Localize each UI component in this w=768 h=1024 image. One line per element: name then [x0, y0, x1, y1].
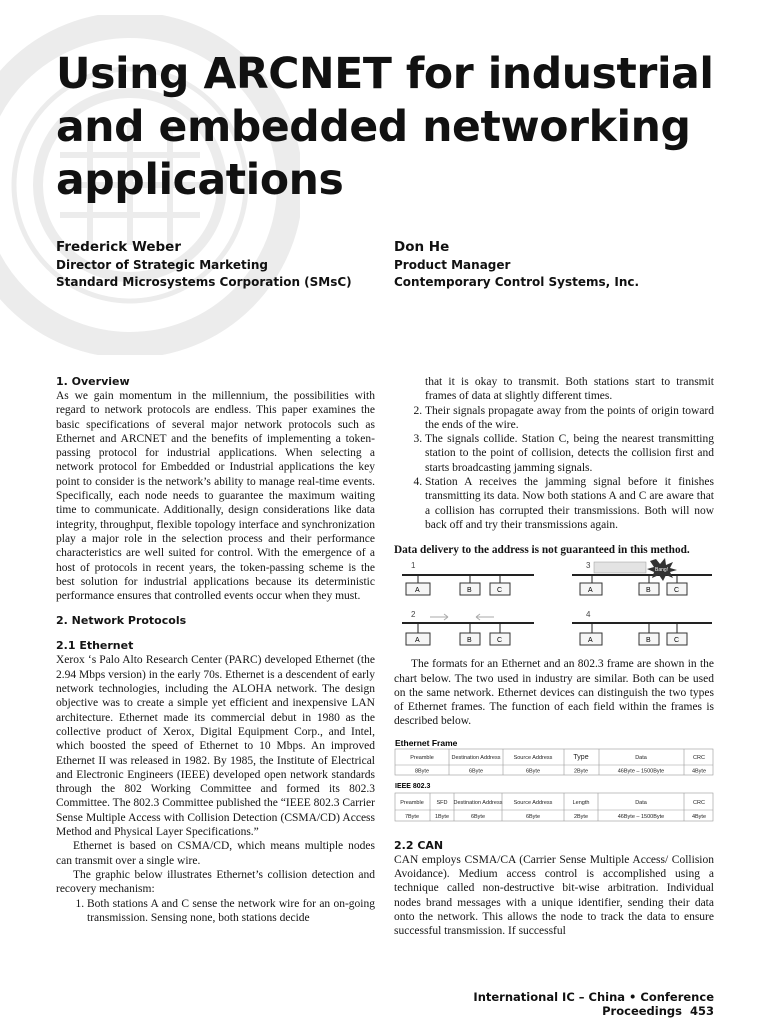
panel-number: 4	[586, 610, 591, 620]
ieee-frame-title: IEEE 802.3	[395, 782, 431, 790]
ethernet-paragraph: Xerox ‘s Palo Alto Research Center (PARC) developed Ethernet (the 2.94 Mbps version) in the early 70s. Ethernet is a descendent of early network technologies, including the ALOHA network. The design objective was to create a simple yet efficient and inexpensive LAN architecture. Ethernet made its commercial debut in 1980 as the collective product of Xerox, Digital Equipment Corp., and Intel, which boosted the speed of Ethernet to 10 Mbps. An improved Ethernet II was released in 1982. By 1985, the Institute of Electrical and Electronic Engineers (IEEE) developed open network standards through the 802 Working Committee and formed its 802.3 Committee. The 802.3 Committee published the “IEEE 802.3 Carrier Sense Multiple Access with Collision Detection (CSMA/CD) Access Method and Physical Layer Specifications.”	[56, 654, 375, 839]
ieee-header-cell: Length	[572, 799, 590, 806]
ieee-value-cell: 46Byte – 1500Byte	[617, 813, 665, 820]
ieee-header-cell: Source Address	[513, 799, 553, 806]
author-name: Frederick Weber	[56, 239, 182, 255]
station-label: C	[674, 637, 680, 645]
collision-panel-4	[572, 610, 712, 645]
ethernet-value-cell: 6Byte	[525, 768, 541, 775]
ethernet-paragraph: The graphic below illustrates Ethernet’s collision detection and recovery mechanism:	[56, 868, 375, 896]
author-name: Don He	[394, 239, 450, 255]
station-label: B	[646, 637, 651, 645]
ieee-header-cell: SFD	[436, 799, 448, 806]
ieee-header-cell: CRC	[693, 799, 705, 806]
ethernet-header-cell: Data	[635, 754, 647, 761]
collision-panel-1	[402, 561, 534, 595]
can-paragraph: CAN employs CSMA/CA (Carrier Sense Multiple Access/ Collision Avoidance). Medium access control is accomplished using a technique called non-destructive bit-wise arbitration. Individual nodes brand messages with a unique identifier, sending their data onto the network. This allows the node to track the data to ensure successful transmission. If successful	[394, 853, 714, 938]
author-block	[56, 238, 352, 291]
page-footer	[400, 990, 714, 1018]
ethernet-value-cell: 46Byte – 1500Byte	[617, 768, 665, 775]
author-org: Contemporary Control Systems, Inc.	[394, 275, 640, 289]
author-org: Standard Microsystems Corporation (SMsC)	[56, 275, 352, 289]
author-role: Director of Strategic Marketing	[56, 258, 268, 272]
panel-number: 1	[411, 561, 416, 571]
collision-step: 3. The signals collide. Station C, being the nearest transmitting station to the point of collision, detects the collision first and starts broadcasting jamming signals.	[425, 432, 714, 475]
left-column	[56, 375, 375, 925]
station-label: B	[646, 587, 651, 595]
station-label: C	[674, 587, 680, 595]
ethernet-value-cell: 4Byte	[691, 768, 707, 775]
ethernet-header-cell: Destination Address	[451, 754, 501, 761]
ethernet-value-cell: 8Byte	[414, 768, 430, 775]
ieee-header-cell: Destination Address	[453, 799, 503, 806]
station-label: A	[588, 587, 593, 595]
collision-step-continued: that it is okay to transmit. Both stations start to transmit frames of data at slightly different times.	[425, 376, 714, 403]
ethernet-header-cell: Type	[573, 753, 589, 761]
ethernet-header-cell: Preamble	[410, 754, 434, 761]
collision-steps-list-continued	[394, 375, 714, 404]
station-label: C	[497, 637, 503, 645]
footer-text: International IC – China • Conference Proceedings	[473, 990, 714, 1018]
station-label: A	[415, 587, 420, 595]
ethernet-paragraph: Ethernet is based on CSMA/CD, which means multiple nodes can transmit over a single wire.	[56, 840, 375, 867]
collision-panel-3	[572, 558, 712, 595]
section-heading-protocols: 2. Network Protocols	[56, 614, 187, 628]
station-label: A	[415, 637, 420, 645]
frames-paragraph: The formats for an Ethernet and an 802.3 frame are shown in the chart below. The two used in industry are similar. Both can be used on the same network. Ethernet devices can distinguish the two types of Ethernet frames. The function of each field within the frames is described below.	[394, 658, 714, 728]
collision-step: 2. Their signals propagate away from the points of origin toward the ends of the wire.	[425, 404, 714, 433]
panel-number: 3	[586, 561, 591, 571]
collision-step: 1. Both stations A and C sense the network wire for an on-going transmission. Sensing none, both stations decide	[87, 897, 375, 926]
station-label: A	[588, 637, 593, 645]
ethernet-header-cell: Source Address	[513, 754, 553, 761]
collision-steps-list	[56, 897, 375, 926]
ieee-value-cell: 4Byte	[691, 813, 707, 820]
ethernet-frame-title: Ethernet Frame	[395, 737, 458, 748]
station-label: B	[467, 587, 472, 595]
panel-number: 2	[411, 610, 416, 620]
station-label: C	[497, 587, 503, 595]
ieee-value-cell: 6Byte	[470, 813, 486, 820]
station-label: B	[467, 637, 472, 645]
ieee-header-cell: Data	[635, 799, 647, 806]
ethernet-header-cell: CRC	[693, 754, 705, 761]
subsection-heading-ethernet: 2.1 Ethernet	[56, 639, 134, 653]
collision-burst-label: Bang!	[655, 567, 669, 574]
page-title: Using ARCNET for industrial and embedded networking applications	[56, 50, 714, 205]
subsection-heading-can: 2.2 CAN	[394, 838, 444, 852]
figure-caption: Data delivery to the address is not guaranteed in this method.	[394, 544, 690, 557]
overview-paragraph: As we gain momentum in the millennium, the possibilities with regard to network protocols are endless. This paper examines the basic specifications of several major network protocols such as Ethernet and ARCNET and the benefits of implementing a token-passing protocol for industrial applications. When selecting a network protocol for Embedded or Industrial applications the key point to consider is the network’s ability to manage real-time events. Specifically, each node needs to guarantee the maximum waiting time to communicate. Additionally, design considerations like data integrity, throughput, flexible topology interface and synchronization play a major role in the selection process and their performance characteristics are well suited for control. With the emergence of a host of protocols in recent years, the token-passing scheme is the best solution for industrial applications because its deterministic performance ensures that controlled events occur when they must.	[56, 390, 375, 603]
author-role: Product Manager	[394, 258, 511, 272]
frame-format-table	[394, 738, 714, 830]
page-number: 453	[689, 1004, 714, 1018]
collision-steps-list	[394, 404, 714, 533]
section-heading-overview: 1. Overview	[56, 375, 130, 388]
ieee-header-cell: Preamble	[400, 799, 424, 806]
ethernet-value-cell: 2Byte	[573, 768, 589, 775]
ethernet-value-cell: 6Byte	[468, 768, 484, 775]
ieee-value-cell: 7Byte	[404, 813, 420, 820]
ieee-value-cell: 1Byte	[434, 813, 450, 820]
ieee-value-cell: 6Byte	[525, 813, 541, 820]
ieee-value-cell: 2Byte	[573, 813, 589, 820]
author-block	[394, 238, 639, 291]
collision-step: 4. Station A receives the jamming signal before it finishes transmitting its data. Now both stations A and C are aware that a collision has corrupted their transmissions. Both will now back off and try their transmissions again.	[425, 475, 714, 532]
right-column	[394, 375, 714, 939]
collision-panel-2	[402, 610, 534, 645]
collision-diagram	[394, 557, 714, 657]
